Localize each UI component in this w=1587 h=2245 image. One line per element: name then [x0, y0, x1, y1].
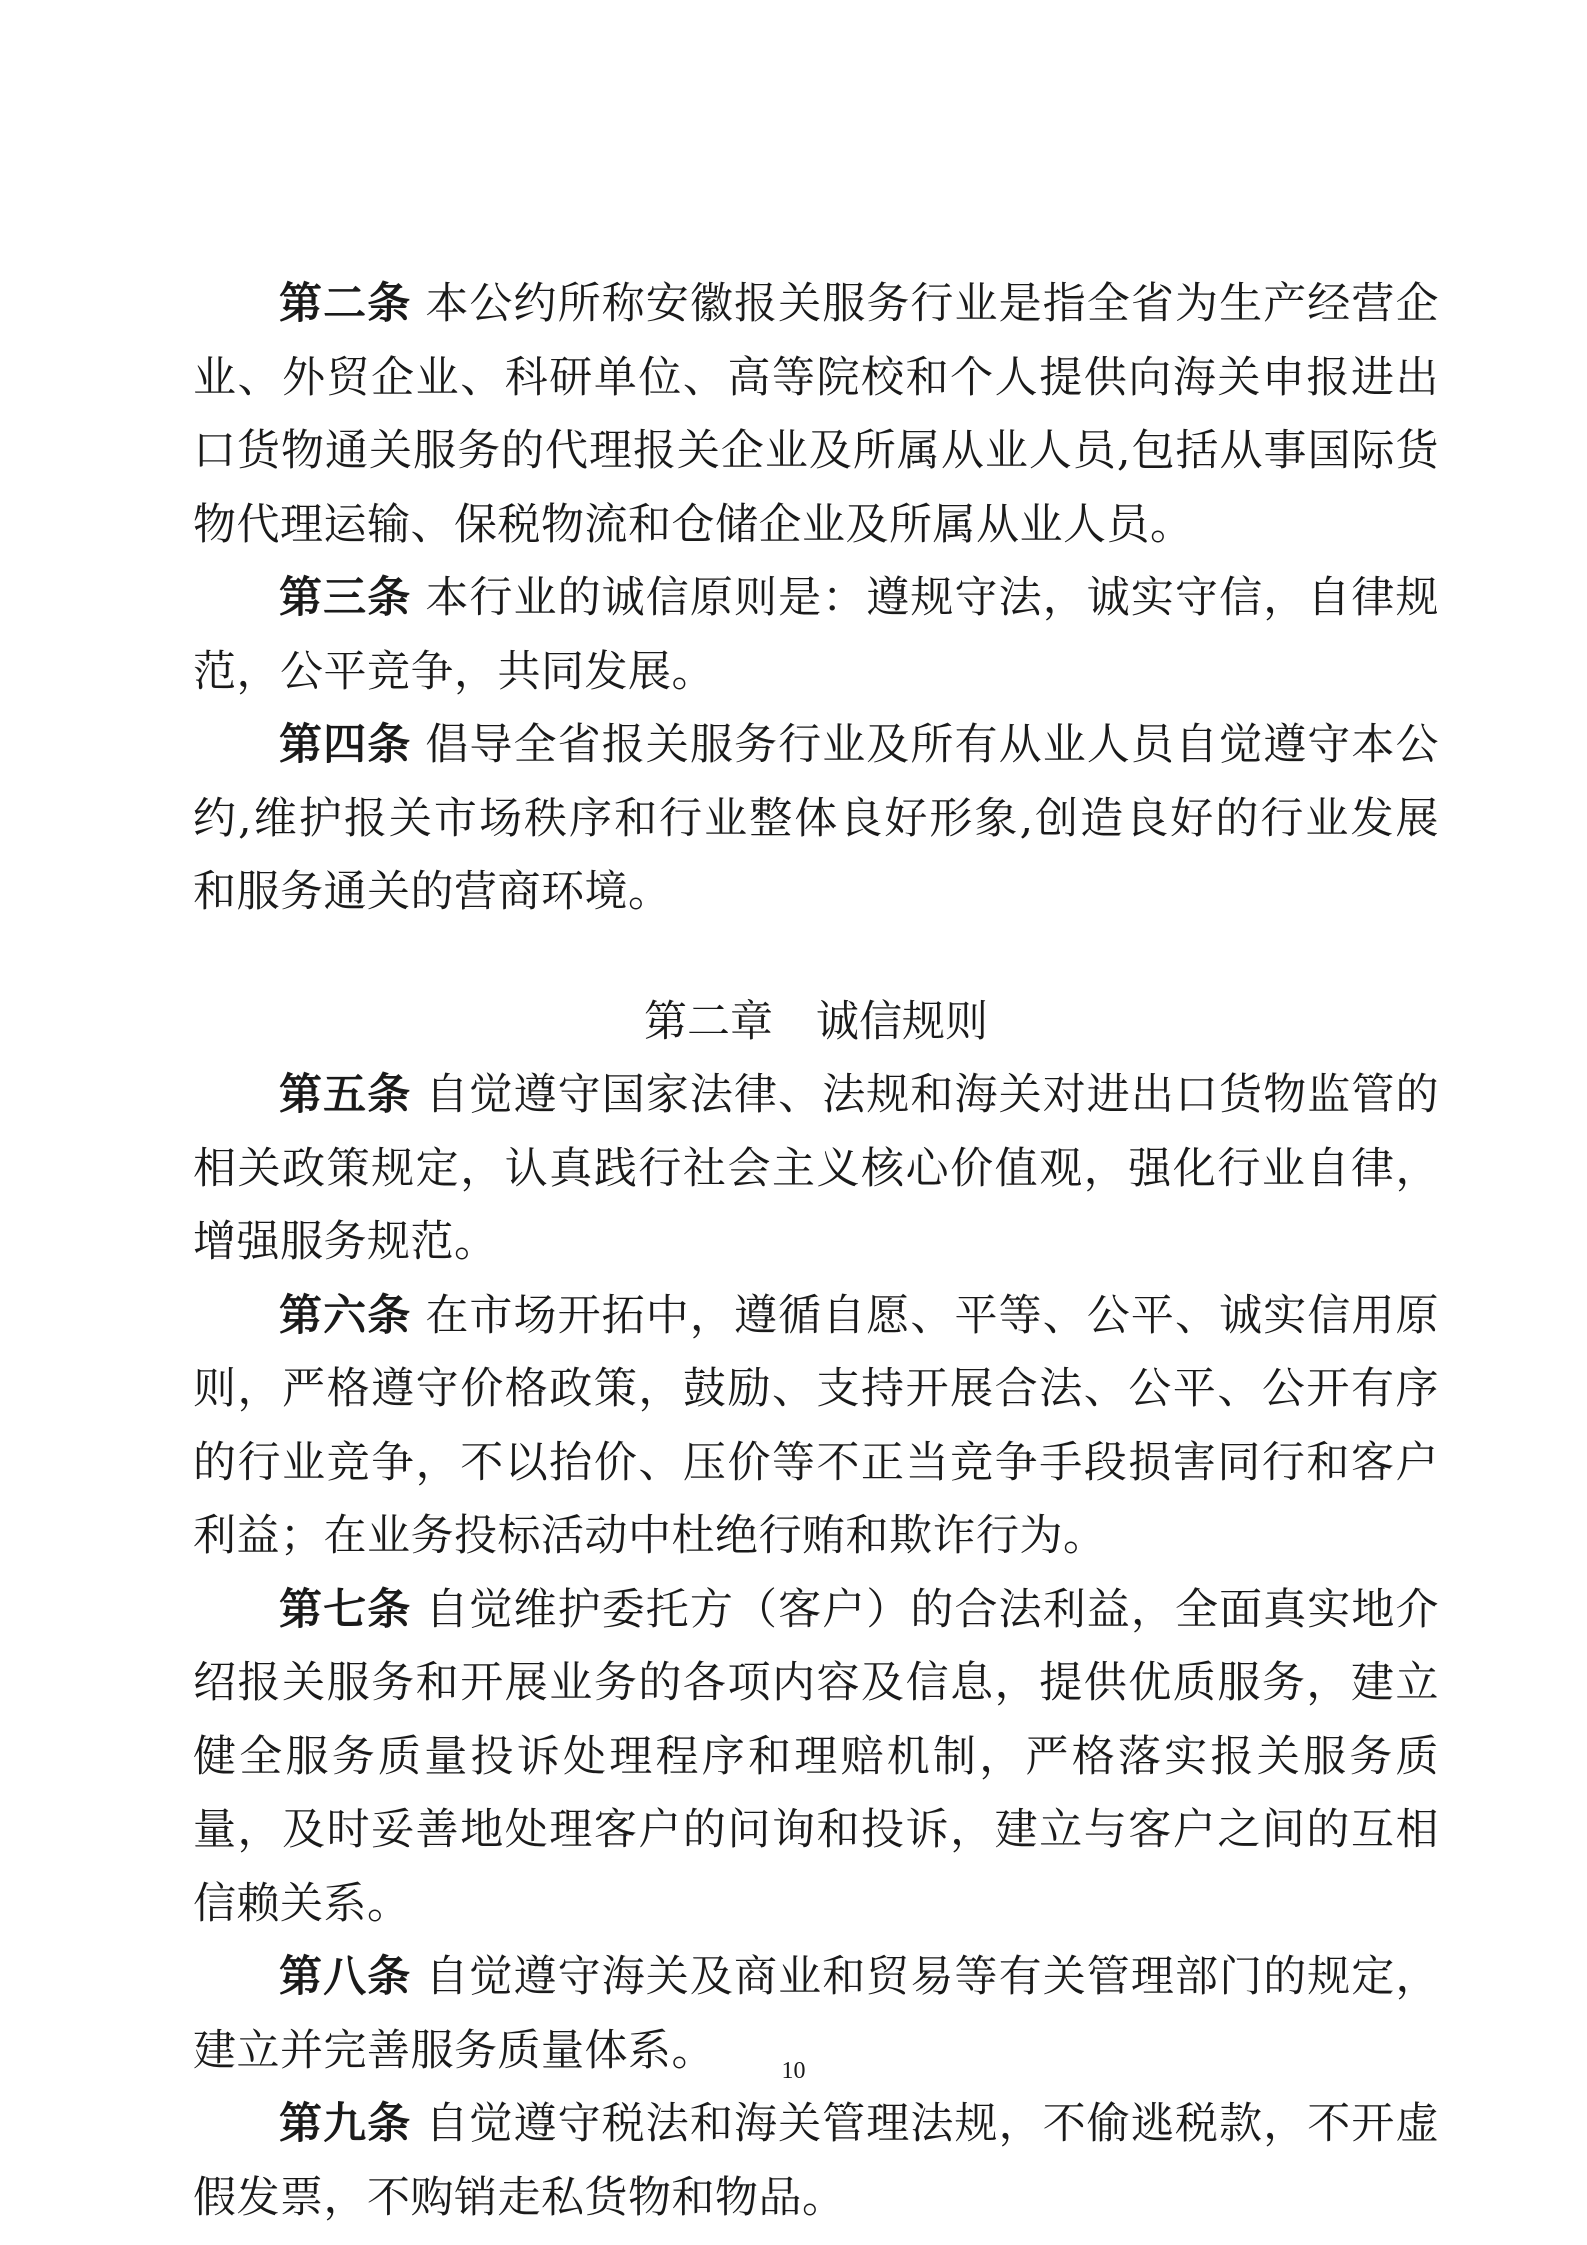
article-3	[193, 562, 1439, 709]
article-number: 第二条	[279, 279, 412, 329]
chapter-title: 第二章 诚信规则	[644, 996, 988, 1047]
article-number: 第五条	[279, 1070, 412, 1120]
article-2	[193, 268, 1439, 562]
article-9	[193, 2088, 1439, 2235]
article-text: 本公约所称安徽报关服务行业是指全省为生产经营企业、外贸企业、科研单位、高等院校和个人提供向海关申报进出口货物通关服务的代理报关企业及所属从业人员,包括从事国际货物代理运输、保税物流和仓储企业及所属从业人员。	[193, 279, 1440, 550]
article-4	[193, 709, 1439, 930]
article-text: 本行业的诚信原则是：遵规守法，诚实守信，自律规范，公平竞争，共同发展。	[193, 573, 1440, 697]
article-number: 第九条	[279, 2099, 412, 2149]
article-5	[193, 1059, 1439, 1280]
article-number: 第七条	[279, 1584, 412, 1635]
article-text: 自觉遵守税法和海关管理法规，不偷逃税款，不开虚假发票，不购销走私货物和物品。	[193, 2099, 1440, 2223]
article-text: 自觉遵守海关及商业和贸易等有关管理部门的规定，建立并完善服务质量体系。	[193, 1952, 1440, 2076]
article-7	[193, 1574, 1439, 1942]
article-text: 自觉维护委托方（客户）的合法利益，全面真实地介绍报关服务和开展业务的各项内容及信息，提供优质服务，建立健全服务质量投诉处理程序和理赔机制，严格落实报关服务质量，及时妥善地处理客户的问询和投诉，建立与客户之间的互相信赖关系。	[193, 1584, 1440, 1929]
section-spacer	[193, 930, 1439, 986]
article-number: 第四条	[279, 720, 412, 770]
document-page	[193, 268, 1439, 2235]
article-6	[193, 1280, 1439, 1574]
article-text: 在市场开拓中，遵循自愿、平等、公平、诚实信用原则，严格遵守价格政策，鼓励、支持开展合法、公平、公开有序的行业竞争，不以抬价、压价等不正当竞争手段损害同行和客户利益；在业务投标活动中杜绝行贿和欺诈行为。	[193, 1290, 1440, 1561]
article-number: 第六条	[279, 1290, 412, 1341]
page-number: 10	[781, 2058, 806, 2084]
article-number: 第八条	[279, 1952, 412, 2002]
article-text: 倡导全省报关服务行业及所有从业人员自觉遵守本公约,维护报关市场秩序和行业整体良好形象,创造良好的行业发展和服务通关的营商环境。	[193, 720, 1440, 917]
article-text: 自觉遵守国家法律、法规和海关对进出口货物监管的相关政策规定，认真践行社会主义核心价值观，强化行业自律，增强服务规范。	[193, 1070, 1440, 1267]
article-number: 第三条	[279, 573, 412, 623]
